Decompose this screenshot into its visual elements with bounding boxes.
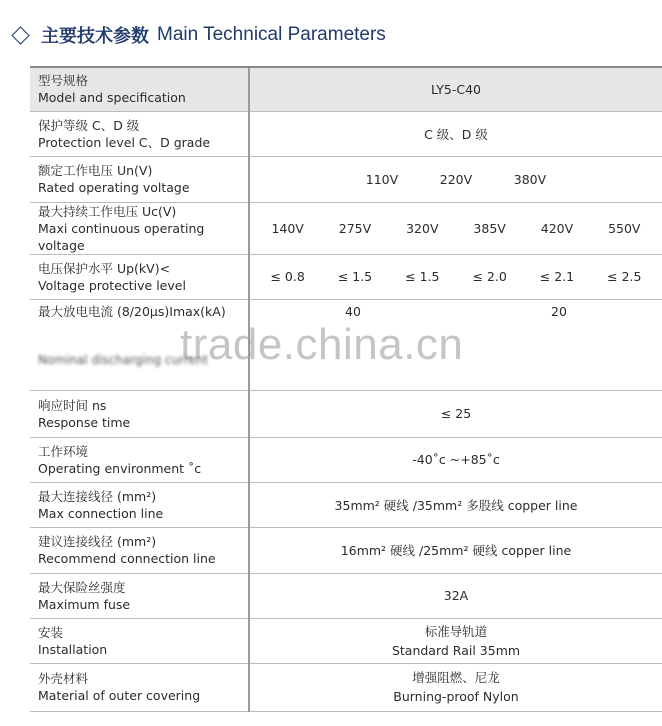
blurred-label: Nominal discharging current bbox=[38, 352, 209, 367]
row-label bbox=[30, 663, 249, 711]
maxi-value: 385V bbox=[473, 220, 506, 236]
up-value: ≤ 1.5 bbox=[337, 269, 373, 284]
row-label bbox=[30, 254, 249, 299]
row-label bbox=[30, 111, 249, 156]
label-zh: 最大放电电流 (8/20μs)Imax(kA) bbox=[38, 303, 226, 319]
table-row bbox=[30, 482, 662, 527]
rated-value: 380V bbox=[513, 171, 547, 187]
table-row bbox=[30, 390, 662, 437]
label-zh: 电压保护水平 Up(kV)< bbox=[38, 260, 171, 276]
table-row bbox=[30, 618, 662, 663]
heading-title-zh: 主要技术参数 bbox=[41, 26, 149, 47]
up-value: ≤ 0.8 bbox=[270, 269, 305, 284]
label-zh: 安装 bbox=[38, 624, 64, 640]
row-label bbox=[30, 618, 249, 663]
maxi-value: 275V bbox=[338, 220, 372, 236]
table-row bbox=[30, 527, 662, 573]
max-conn-value: 35mm² 硬线 /35mm² 多股线 copper line bbox=[249, 482, 662, 527]
material-value bbox=[249, 663, 662, 711]
up-value: ≤ 1.5 bbox=[405, 269, 440, 284]
label-en: Maxi continuous operating voltage bbox=[38, 220, 205, 253]
table-row bbox=[30, 111, 662, 156]
material-value-zh: 增强阻燃、尼龙 bbox=[412, 670, 500, 685]
material-value-en: Burning-proof Nylon bbox=[393, 689, 519, 704]
environment-value: -40˚c ~+85˚c bbox=[249, 437, 662, 482]
row-label bbox=[30, 437, 249, 482]
rated-values bbox=[249, 156, 662, 202]
table-row bbox=[30, 299, 662, 390]
rec-conn-value: 16mm² 硬线 /25mm² 硬线 copper line bbox=[249, 527, 662, 573]
rated-value: 110V bbox=[365, 171, 399, 187]
maxi-values bbox=[249, 202, 662, 254]
protection-value: C 级、D 级 bbox=[249, 111, 662, 156]
table-row bbox=[30, 254, 662, 299]
maxi-value: 140V bbox=[271, 220, 304, 236]
label-en: Operating environment ˚c bbox=[38, 460, 202, 476]
label-zh: 建议连接线径 (mm²) bbox=[38, 534, 157, 549]
response-value: ≤ 25 bbox=[249, 390, 662, 437]
up-value: ≤ 2.5 bbox=[607, 269, 642, 284]
install-value-zh: 标准导轨道 bbox=[424, 623, 488, 639]
label-en: Installation bbox=[38, 641, 108, 657]
section-heading bbox=[8, 20, 386, 50]
label-zh: 最大持续工作电压 Uc(V) bbox=[38, 203, 177, 219]
label-en: Max connection line bbox=[38, 505, 164, 521]
label-zh: 外壳材料 bbox=[38, 671, 89, 686]
table-row bbox=[30, 156, 662, 202]
row-label bbox=[30, 573, 249, 618]
label-zh: 最大保险丝强度 bbox=[38, 579, 126, 595]
imax-value: 40 bbox=[345, 303, 361, 319]
label-zh: 型号规格 bbox=[38, 73, 89, 89]
label-en: Material of outer covering bbox=[38, 688, 201, 703]
install-value-en: Standard Rail 35mm bbox=[391, 642, 521, 658]
imax-value: 20 bbox=[551, 303, 567, 319]
parameters-table bbox=[30, 68, 662, 712]
label-en: Model and specification bbox=[38, 90, 186, 106]
watermark-text: trade.china.cn bbox=[180, 320, 464, 369]
table-row bbox=[30, 202, 662, 254]
imax-values bbox=[249, 299, 662, 390]
row-label bbox=[30, 156, 249, 202]
table-row bbox=[30, 573, 662, 618]
row-label bbox=[30, 299, 249, 390]
table-row bbox=[30, 68, 662, 111]
label-en: Maximum fuse bbox=[38, 596, 131, 612]
table-row bbox=[30, 663, 662, 711]
maxi-value: 320V bbox=[406, 220, 439, 236]
row-label bbox=[30, 68, 249, 111]
label-zh: 最大连接线径 (mm²) bbox=[38, 488, 157, 504]
install-value bbox=[249, 618, 662, 663]
row-label bbox=[30, 202, 249, 254]
label-zh: 工作环境 bbox=[38, 443, 89, 459]
up-value: ≤ 2.0 bbox=[472, 269, 507, 284]
up-values bbox=[249, 254, 662, 299]
label-en: Response time bbox=[38, 414, 131, 430]
heading-title-en: Main Technical Parameters bbox=[157, 24, 386, 45]
row-label bbox=[30, 390, 249, 437]
maxi-value: 550V bbox=[608, 220, 641, 236]
label-en: Recommend connection line bbox=[38, 551, 216, 566]
label-zh: 响应时间 ns bbox=[38, 397, 107, 413]
maxi-value: 420V bbox=[540, 220, 574, 236]
label-en: Rated operating voltage bbox=[38, 180, 190, 195]
diamond-icon bbox=[11, 26, 29, 44]
label-zh: 额定工作电压 Un(V) bbox=[38, 163, 153, 178]
table-row bbox=[30, 437, 662, 482]
up-value: ≤ 2.1 bbox=[539, 269, 575, 284]
label-en: Protection level C、D grade bbox=[38, 134, 211, 150]
label-zh: 保护等级 C、D 级 bbox=[38, 117, 140, 133]
model-value: LY5-C40 bbox=[249, 68, 662, 111]
label-en: Voltage protective level bbox=[38, 277, 186, 293]
fuse-value: 32A bbox=[249, 573, 662, 618]
rated-value: 220V bbox=[439, 171, 473, 187]
row-label bbox=[30, 527, 249, 573]
row-label bbox=[30, 482, 249, 527]
